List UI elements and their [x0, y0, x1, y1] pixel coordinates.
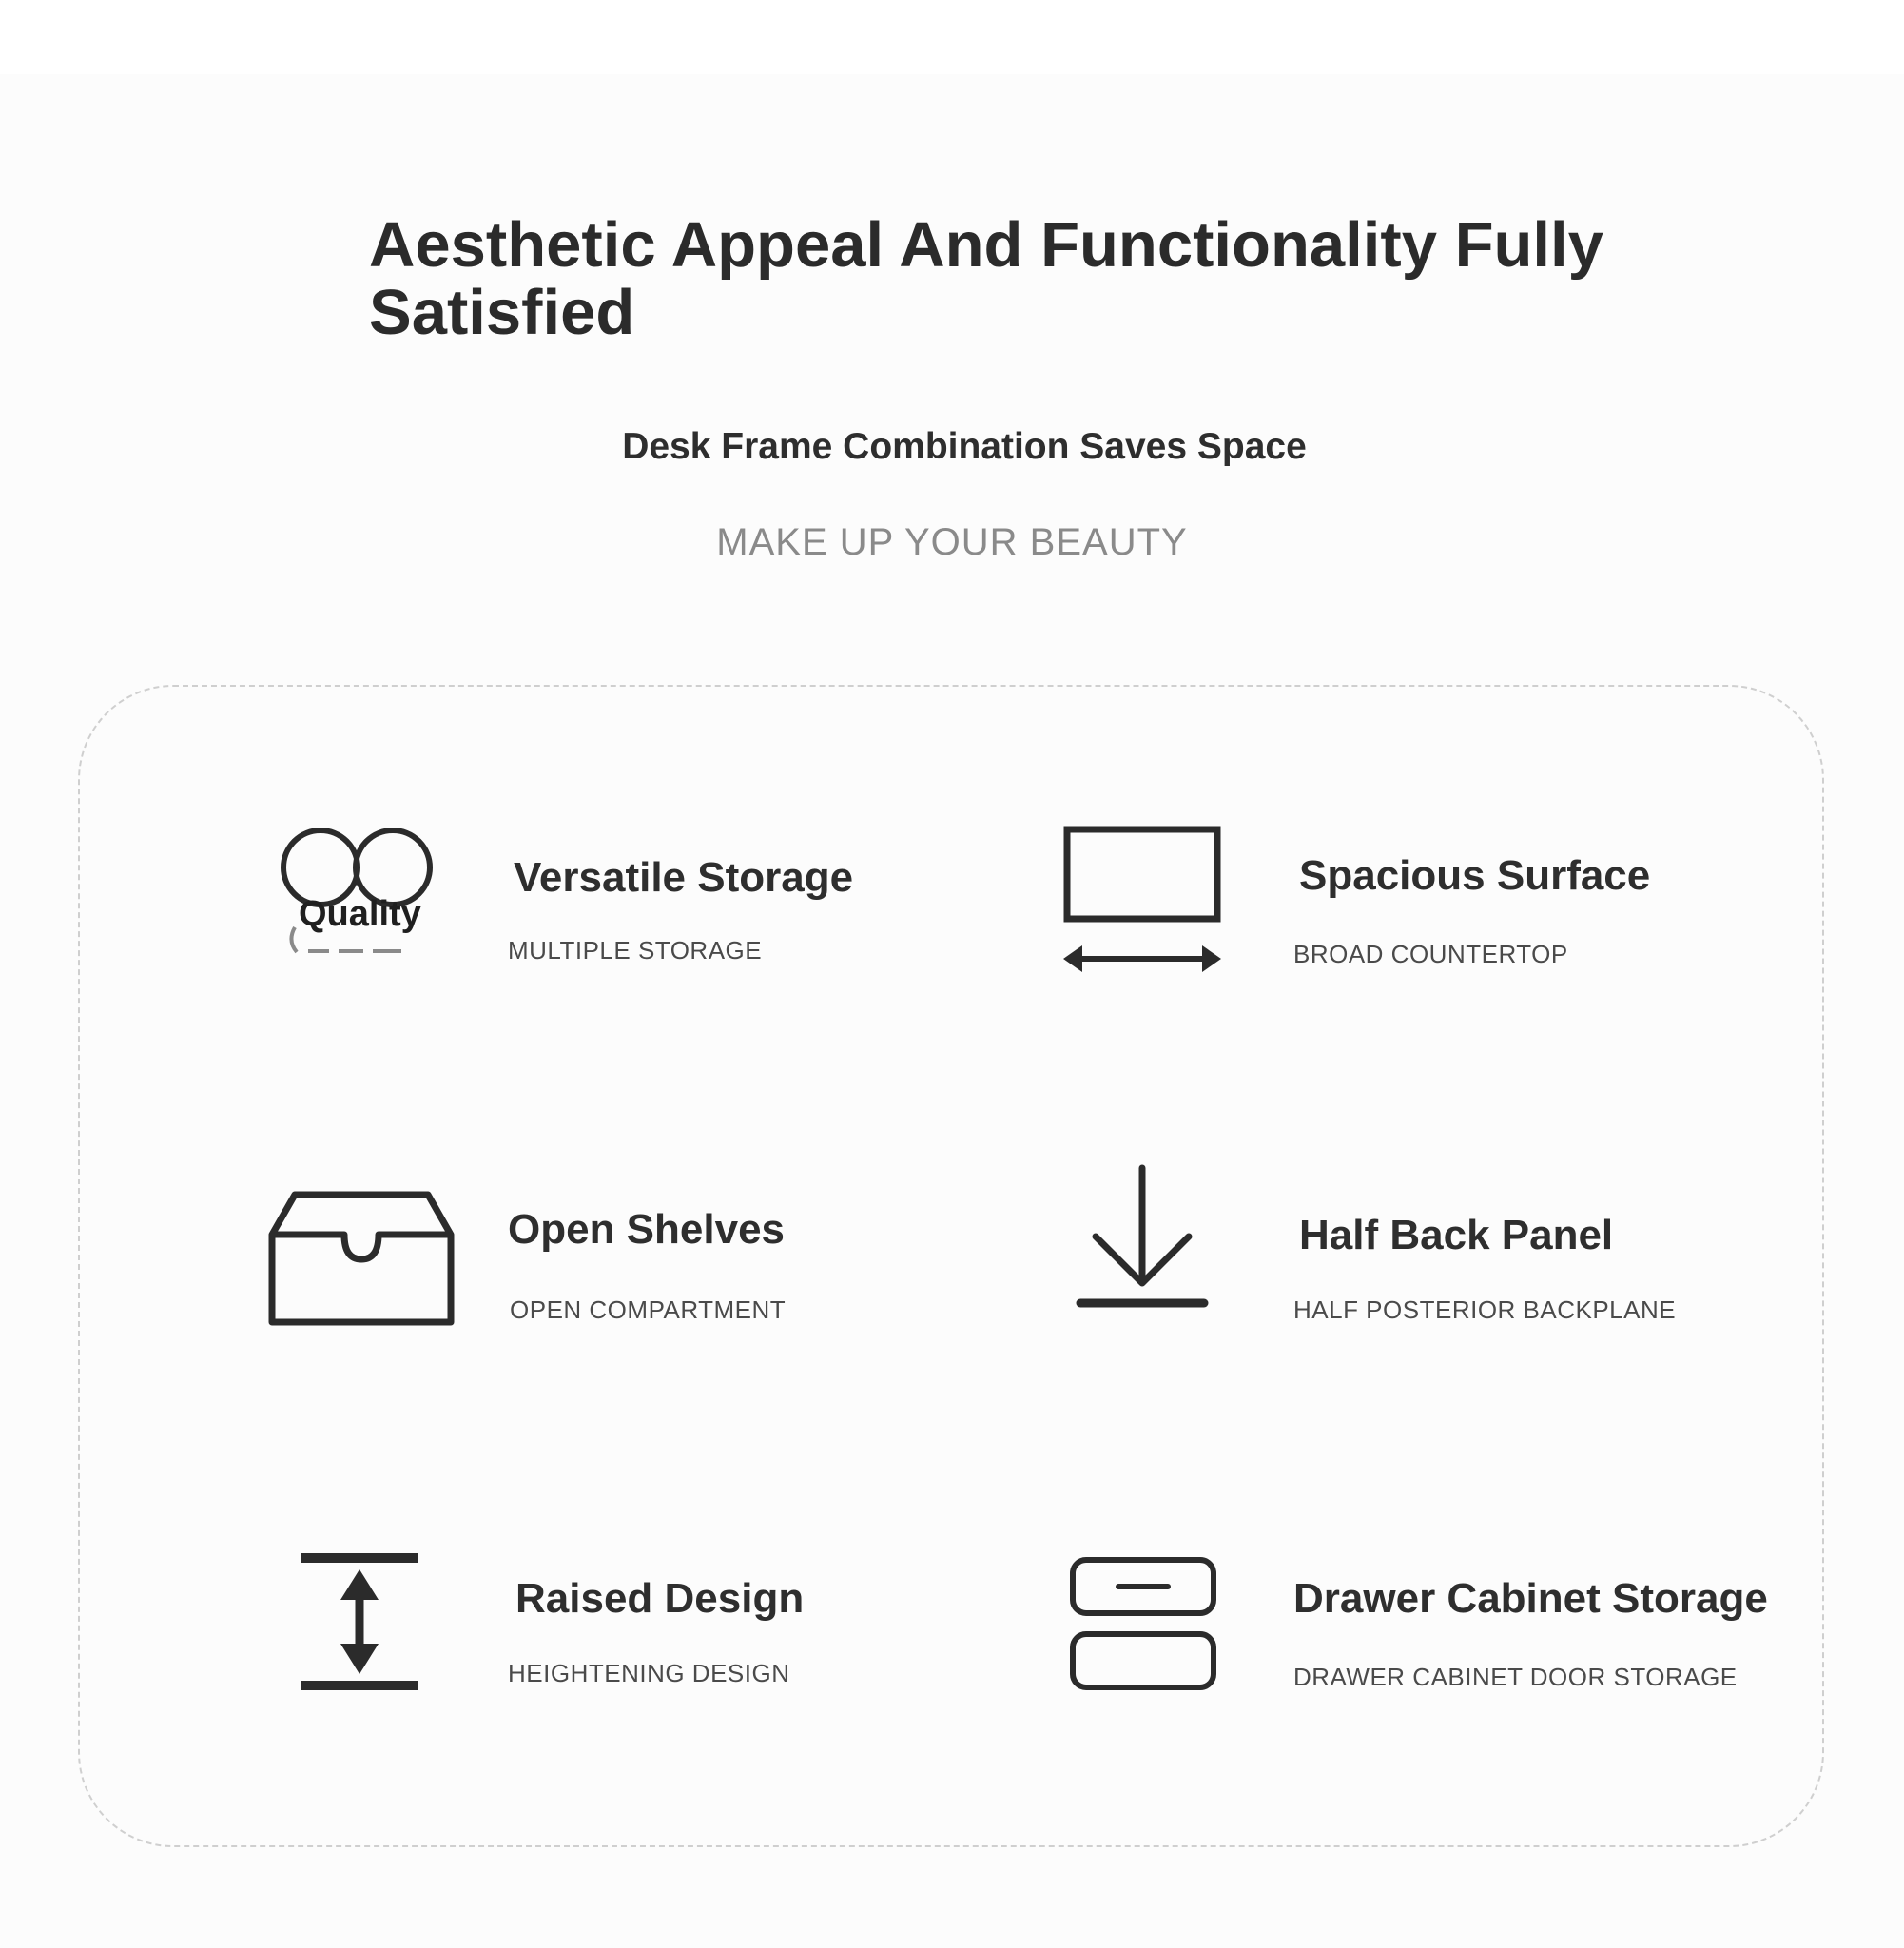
download-arrow-icon [1056, 1160, 1227, 1313]
feature-subtitle: BROAD COUNTERTOP [1293, 940, 1568, 968]
feature-subtitle: DRAWER CABINET DOOR STORAGE [1293, 1663, 1738, 1691]
feature-raised-design [266, 1541, 932, 1712]
drawer-icon [1056, 1541, 1227, 1703]
feature-spacious-surface [1056, 818, 1778, 980]
feature-versatile-storage [266, 818, 932, 980]
page-tagline: MAKE UP YOUR BEAUTY [716, 521, 1188, 563]
quality-logo-icon [266, 818, 457, 970]
feature-subtitle: HEIGHTENING DESIGN [508, 1659, 790, 1687]
page-subtitle: Desk Frame Combination Saves Space [622, 426, 1307, 467]
page-title: Aesthetic Appeal And Functionality Fully Satisfied [369, 209, 1603, 348]
feature-title: Versatile Storage [514, 854, 854, 901]
feature-subtitle: HALF POSTERIOR BACKPLANE [1293, 1295, 1677, 1324]
open-box-icon [266, 1179, 457, 1332]
feature-drawer-cabinet-storage [1056, 1541, 1797, 1712]
feature-title: Half Back Panel [1299, 1212, 1614, 1258]
feature-title: Drawer Cabinet Storage [1293, 1575, 1768, 1622]
wide-surface-icon [1056, 818, 1227, 980]
feature-half-back-panel [1056, 1160, 1778, 1332]
top-strip [0, 0, 1904, 74]
feature-title: Raised Design [515, 1575, 805, 1622]
height-arrow-icon [266, 1541, 457, 1693]
feature-title: Open Shelves [508, 1206, 786, 1253]
feature-subtitle: OPEN COMPARTMENT [510, 1295, 787, 1324]
feature-subtitle: MULTIPLE STORAGE [508, 936, 763, 964]
feature-title: Spacious Surface [1299, 852, 1651, 899]
feature-open-shelves [266, 1179, 932, 1351]
quality-logo-label: Quality [299, 894, 421, 934]
